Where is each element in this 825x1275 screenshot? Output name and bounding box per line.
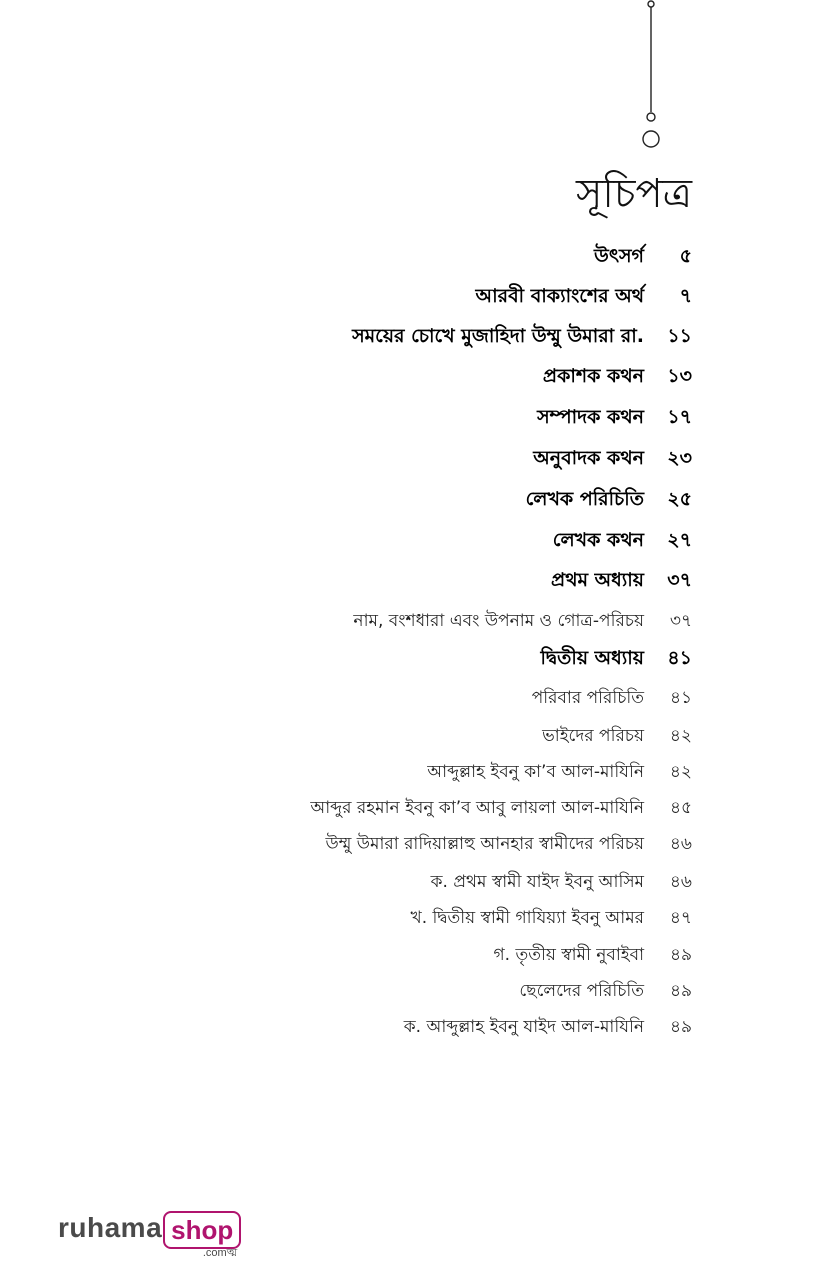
toc-entry-label: ভাইদের পরিচয়: [542, 726, 644, 746]
toc-entry: [60, 483, 692, 519]
toc-entry-page-number: ৪৬: [669, 834, 692, 854]
toc-entry-label: ছেলেদের পরিচিতি: [519, 981, 644, 1001]
toc-entry-label: লেখক পরিচিতি: [525, 488, 644, 510]
toc-entry: [60, 1010, 692, 1046]
publisher-logo: [58, 1208, 241, 1259]
toc-entry: [60, 719, 692, 755]
toc-entry-page-number: ৪২: [669, 726, 692, 746]
toc-entry-page-number: ১৭: [667, 406, 692, 428]
toc-entry-page-number: ৪৫: [669, 798, 692, 818]
toc-entry: [60, 401, 692, 437]
toc-entry-page-number: ১৩: [667, 365, 692, 387]
toc-entry: [60, 681, 692, 717]
toc-entry-label: নাম, বংশধারা এবং উপনাম ও গোত্র-পরিচয়: [353, 611, 644, 631]
logo-ruhama-text: ruhama: [58, 1212, 163, 1243]
logo-shop-badge: [163, 1208, 241, 1259]
toc-entry-page-number: ৪১: [669, 688, 692, 708]
toc-entry-label: প্রকাশক কথন: [542, 365, 644, 387]
toc-entry: [60, 865, 692, 901]
toc-entry: [60, 280, 692, 316]
toc-entry-page-number: ৪৬: [669, 872, 692, 892]
toc-entry-label: গ. তৃতীয় স্বামী নুবাইবা: [493, 945, 644, 965]
toc-entry: [60, 791, 692, 827]
toc-entry: [60, 240, 692, 276]
toc-entry-page-number: ৩৭: [669, 611, 692, 631]
toc-entry-label: প্রথম অধ্যায়: [551, 569, 644, 591]
toc-entry-page-number: ৫: [679, 245, 692, 267]
toc-entry: [60, 360, 692, 396]
toc-entry: [60, 604, 692, 640]
toc-entry-page-number: ৪৯: [669, 981, 692, 1001]
toc-entry-page-number: ১১: [667, 325, 692, 347]
toc-entry: [60, 974, 692, 1010]
toc-entry: [60, 901, 692, 937]
logo-domain-suffix: .comত্ম: [202, 1247, 238, 1259]
toc-entry-label: উম্মু উমারা রাদিয়াল্লাহু আনহার স্বামীদের পরিচয়: [325, 834, 644, 854]
toc-entry-label: ক. আব্দুল্লাহ ইবনু যাইদ আল-মাযিনি: [403, 1017, 644, 1037]
toc-entry-label: খ. দ্বিতীয় স্বামী গাযিয়্যা ইবনু আমর: [410, 908, 644, 928]
toc-entry-page-number: ২৩: [667, 447, 692, 469]
page-title: সূচিপত্র: [576, 171, 692, 217]
toc-entry: [60, 564, 692, 600]
toc-entry: [60, 442, 692, 478]
toc-entry-page-number: ৪১: [667, 647, 692, 669]
toc-entry-page-number: ৪৯: [669, 1017, 692, 1037]
toc-entry-label: সম্পাদক কথন: [537, 406, 644, 428]
toc-entry: [60, 755, 692, 791]
toc-entry-page-number: ৩৭: [667, 569, 692, 591]
toc-entry-page-number: ২৫: [667, 488, 692, 510]
toc-entry: [60, 827, 692, 863]
toc-entry-label: লেখক কথন: [552, 529, 644, 551]
toc-entry-label: উৎসর্গ: [594, 245, 644, 267]
toc-entry-label: অনুবাদক কথন: [533, 447, 644, 469]
toc-entry: [60, 938, 692, 974]
toc-entry-label: দ্বিতীয় অধ্যায়: [540, 647, 644, 669]
toc-entry: [60, 320, 692, 356]
toc-entry-page-number: ৭: [679, 285, 692, 307]
toc-entry-page-number: ২৭: [667, 529, 692, 551]
toc-entry: [60, 524, 692, 560]
toc-entry-label: পরিবার পরিচিতি: [531, 688, 644, 708]
toc-entry-label: ক. প্রথম স্বামী যাইদ ইবনু আসিম: [430, 872, 644, 892]
toc-entry-page-number: ৪৯: [669, 945, 692, 965]
toc-entry: [60, 642, 692, 678]
toc-entry-label: সময়ের চোখে মুজাহিদা উম্মু উমারা রা.: [352, 325, 644, 347]
toc-entry-label: আব্দুর রহমান ইবনু কা’ব আবু লায়লা আল-মাযিনি: [310, 798, 644, 818]
toc-entry-page-number: ৪২: [669, 762, 692, 782]
toc-entry-label: আরবী বাক্যাংশের অর্থ: [475, 285, 644, 307]
toc-entry-label: আব্দুল্লাহ ইবনু কা’ব আল-মাযিনি: [427, 762, 644, 782]
toc-entry-page-number: ৪৭: [669, 908, 692, 928]
logo-shop-text: shop: [163, 1211, 241, 1249]
